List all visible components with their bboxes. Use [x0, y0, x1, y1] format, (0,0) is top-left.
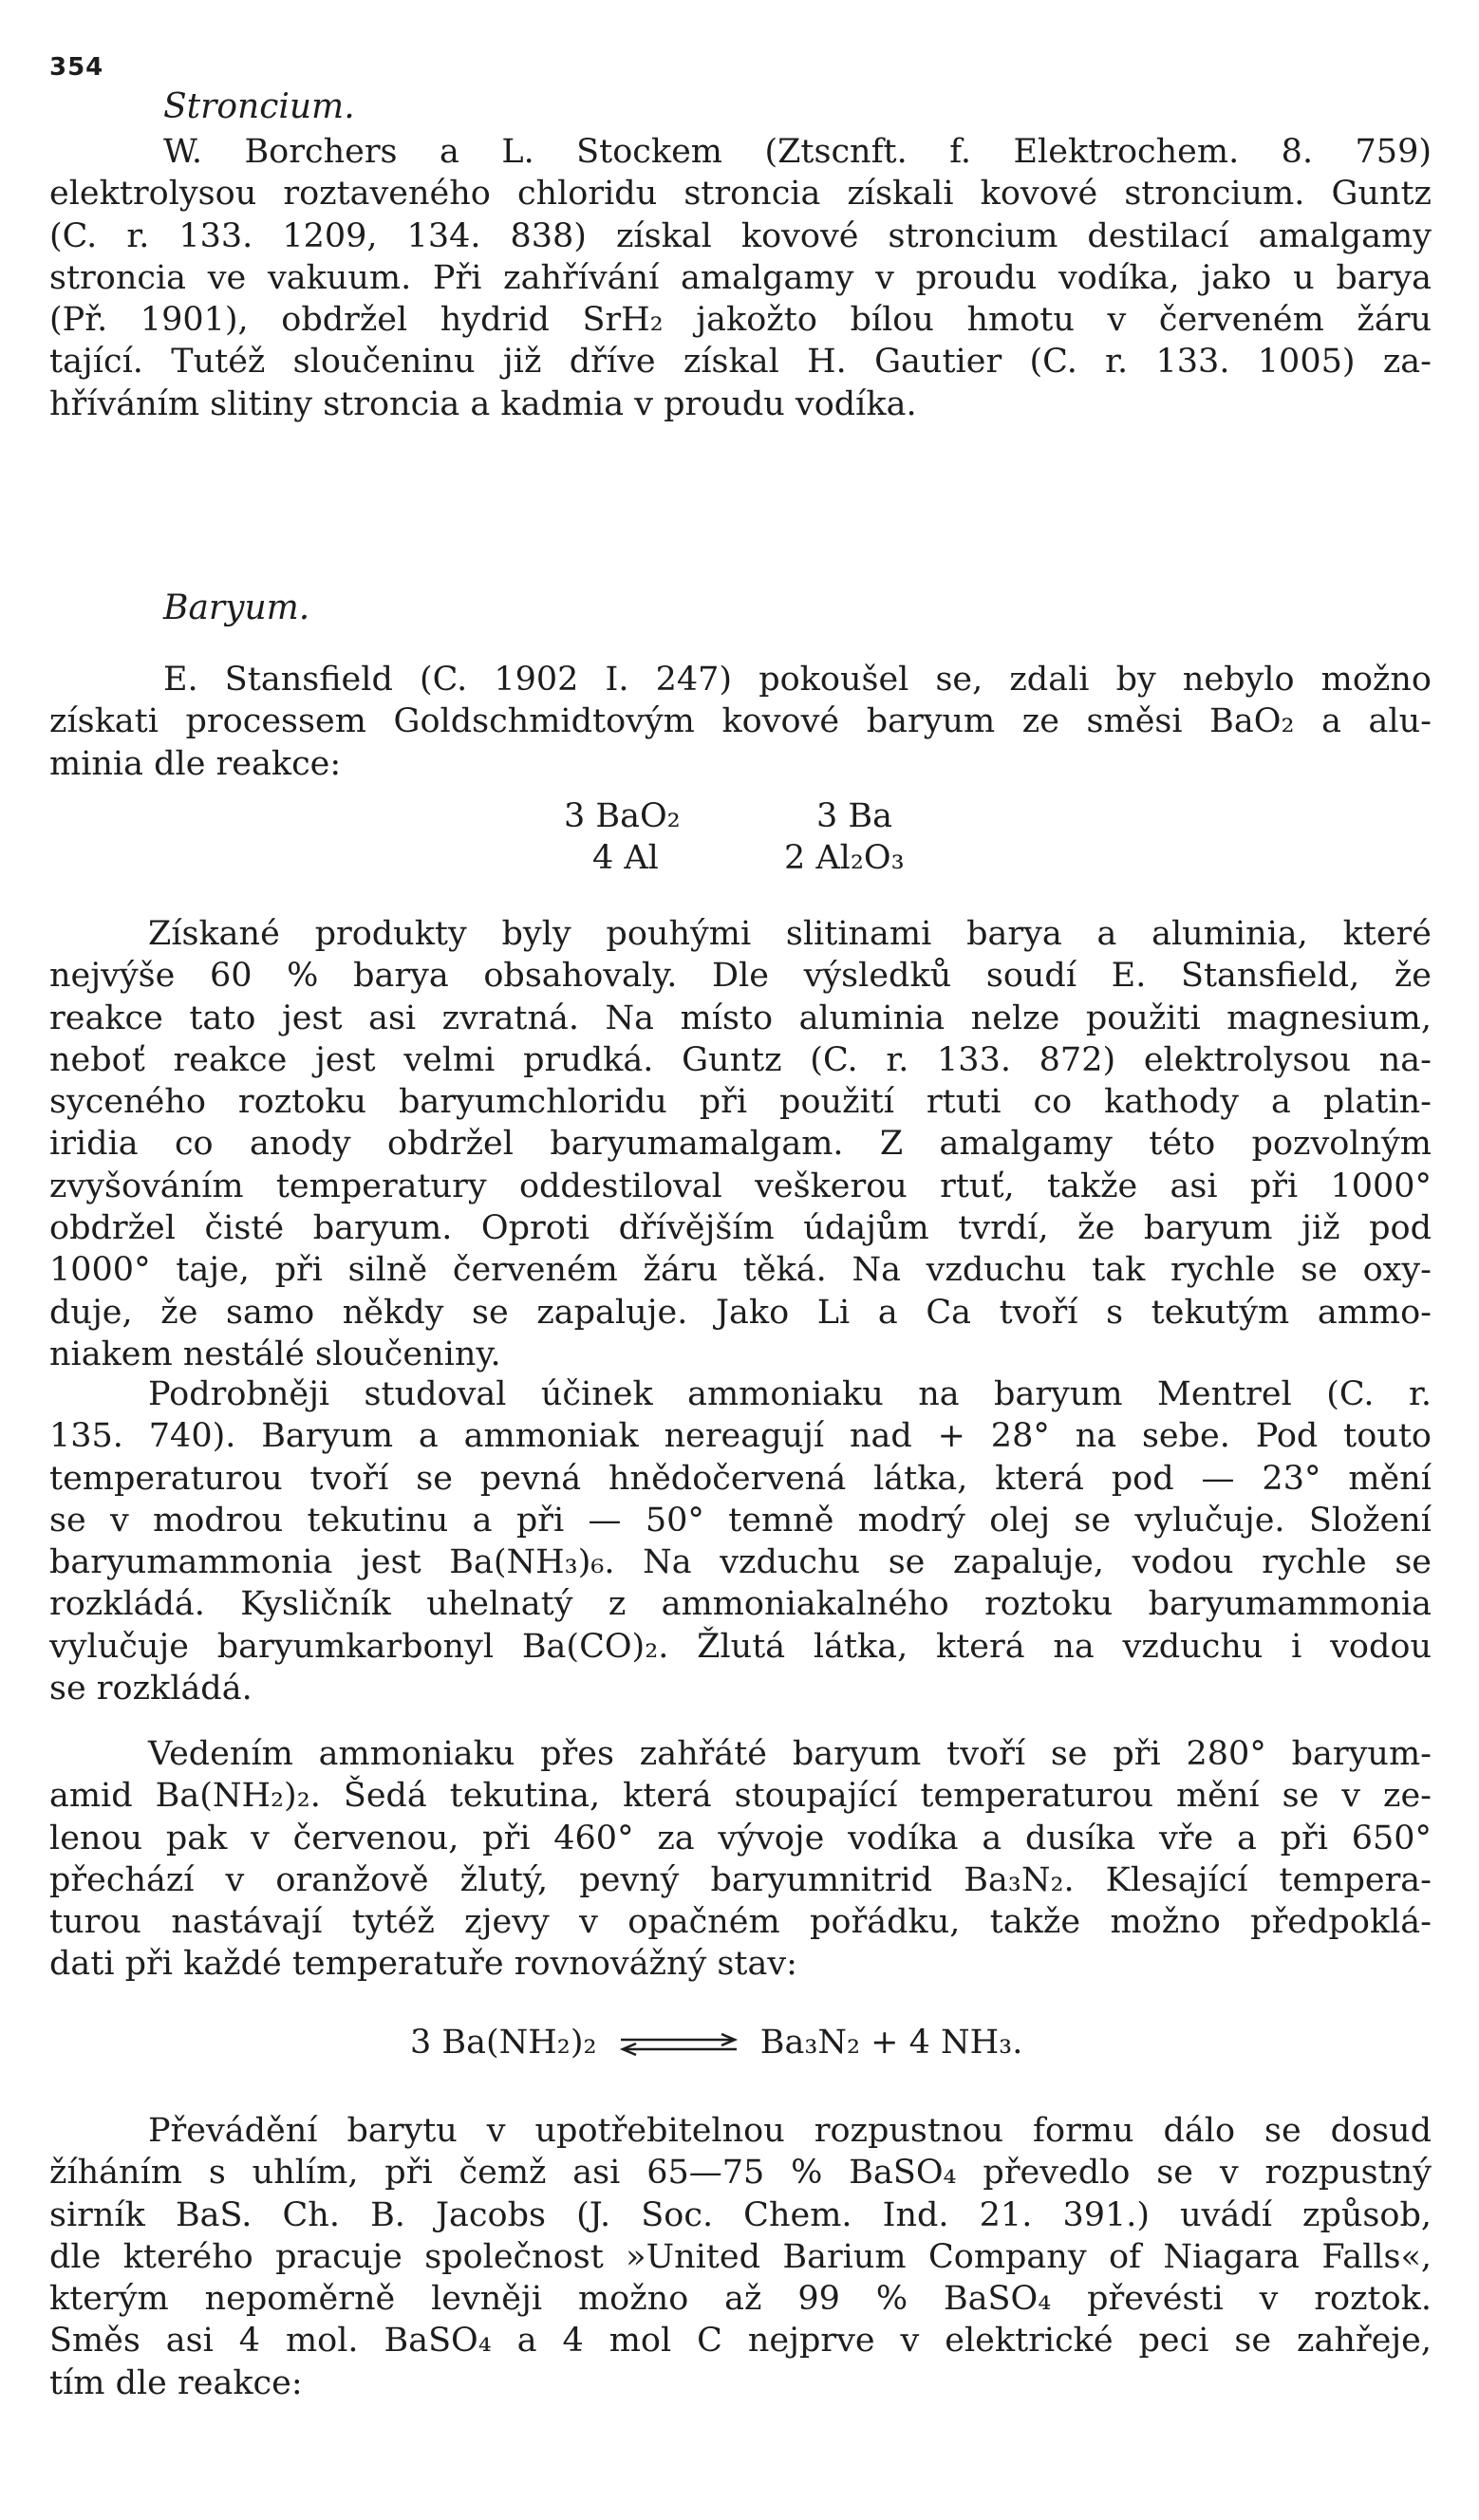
page-number: 354 — [49, 53, 104, 82]
text-line: Směs asi 4 mol. BaSO₄ a 4 mol C nejprve v elektrické peci se zahřeje, — [49, 2322, 1432, 2361]
text-line: 1000° taje, při silně červeném žáru těká. Na vzduchu tak rychle se oxy- — [49, 1251, 1432, 1290]
paragraph-baryumamid — [49, 1733, 1432, 1986]
text-line: turou nastávají tytéž zjevy v opačném pořádku, takže možno předpoklá- — [49, 1903, 1432, 1942]
text-line: Převádění barytu v upotřebitelnou rozpustnou formu dálo se dosud — [148, 2112, 1432, 2150]
equation-right: Ba₃N₂ + 4 NH₃. — [759, 2024, 1023, 2062]
text-line: se rozkládá. — [49, 1670, 253, 1708]
text-line: W. Borchers a L. Stockem (Ztscnft. f. Elektrochem. 8. 759) — [163, 133, 1432, 171]
text-line: nejvýše 60 % barya obsahovaly. Dle výsledků soudí E. Stansfield, že — [49, 957, 1432, 996]
equilibrium-arrows-icon — [617, 2032, 740, 2057]
paragraph-stroncium — [49, 131, 1432, 425]
reactant: 4 Al — [592, 839, 659, 877]
text-line: tím dle reakce: — [49, 2363, 303, 2402]
text-line: rozkládá. Kysličník uhelnatý z ammoniakalného roztoku baryumammonia — [49, 1585, 1432, 1624]
section-title-stroncium: Stroncium. — [163, 87, 355, 126]
text-line: Vedením ammoniaku přes zahřáté baryum tvoří se při 280° baryum- — [148, 1735, 1432, 1773]
text-line: syceného roztoku baryumchloridu při použití rtuti co kathody a platin- — [49, 1083, 1432, 1122]
text-line: přechází v oranžově žlutý, pevný baryumnitrid Ba₃N₂. Klesající tempera- — [49, 1860, 1432, 1899]
text-line: Podrobněji studoval účinek ammoniaku na baryum Mentrel (C. r. — [148, 1375, 1432, 1413]
text-line: dle kterého pracuje společnost »United Barium Company of Niagara Falls«, — [49, 2237, 1432, 2276]
section-title-baryum: Baryum. — [163, 588, 310, 627]
paragraph-baryum-intro — [49, 659, 1432, 785]
text-line: žíháním s uhlím, při čemž asi 65—75 % BaSO₄ převedlo se v rozpustný — [49, 2154, 1432, 2193]
text-line: E. Stansfield (C. 1902 I. 247) pokoušel se, zdali by nebylo možno — [163, 661, 1432, 699]
paragraph-baryt-processing — [49, 2110, 1432, 2404]
text-line: hříváním slitiny stroncia a kadmia v proudu vodíka. — [49, 384, 917, 423]
equilibrium-equation — [410, 2022, 1022, 2063]
text-line: (C. r. 133. 1209, 134. 838) získal kovové stroncium destilací amalgamy — [49, 216, 1432, 255]
text-line: lenou pak v červenou, při 460° za vývoje vodíka a dusíka vře a při 650° — [49, 1819, 1432, 1857]
text-line: kterým nepoměrně levněji možno až 99 % BaSO₄ převésti v roztok. — [49, 2280, 1432, 2319]
text-line: stroncia ve vakuum. Při zahřívání amalgamy v proudu vodíka, jako u barya — [49, 258, 1432, 297]
text-line: niakem nestálé sloučeniny. — [49, 1335, 501, 1373]
text-line: amid Ba(NH₂)₂. Šedá tekutina, která stoupající temperaturou mění se v ze- — [49, 1777, 1432, 1816]
text-line: elektrolysou roztaveného chloridu stroncia získali kovové stroncium. Guntz — [49, 175, 1432, 214]
text-line: Získané produkty byly pouhými slitinami barya a aluminia, které — [148, 915, 1432, 953]
paragraph-baryum-products — [49, 913, 1432, 1375]
paragraph-baryum-ammonia — [49, 1373, 1432, 1709]
text-line: obdržel čisté baryum. Oproti dřívějším údajům tvrdí, že baryum již pod — [49, 1209, 1432, 1248]
text-line: tající. Tutéž sloučeninu již dříve získal H. Gautier (C. r. 133. 1005) za- — [49, 343, 1432, 382]
text-line: reakce tato jest asi zvratná. Na místo aluminia nelze použiti magnesium, — [49, 999, 1432, 1037]
text-line: (Př. 1901), obdržel hydrid SrH₂ jakožto bílou hmotu v červeném žáru — [49, 301, 1432, 340]
text-line: vylučuje baryumkarbonyl Ba(CO)₂. Žlutá látka, která na vzduchu i vodou — [49, 1627, 1432, 1666]
product: 2 Al₂O₃ — [784, 839, 905, 877]
text-line: získati processem Goldschmidtovým kovové baryum ze směsi BaO₂ a alu- — [49, 702, 1432, 741]
reaction-products — [784, 795, 905, 879]
text-line: iridia co anody obdržel baryumamalgam. Z amalgamy této pozvolným — [49, 1125, 1432, 1164]
reaction-reactants — [564, 795, 681, 879]
text-line: baryumammonia jest Ba(NH₃)₆. Na vzduchu se zapaluje, vodou rychle se — [49, 1543, 1432, 1582]
text-line: zvyšováním temperatury oddestiloval veškerou rtuť, takže asi při 1000° — [49, 1167, 1432, 1205]
text-line: neboť reakce jest velmi prudká. Guntz (C. r. 133. 872) elektrolysou na- — [49, 1040, 1432, 1079]
text-line: 135. 740). Baryum a ammoniak nereagují nad + 28° na sebe. Pod touto — [49, 1417, 1432, 1456]
text-line: se v modrou tekutinu a při — 50° temně modrý olej se vylučuje. Složení — [49, 1501, 1432, 1540]
reactant: 3 BaO₂ — [564, 797, 681, 835]
text-line: duje, že samo někdy se zapaluje. Jako Li a Ca tvoří s tekutým ammo- — [49, 1293, 1432, 1332]
text-line: temperaturou tvoří se pevná hnědočervená látka, která pod — 23° mění — [49, 1459, 1432, 1498]
text-line: minia dle reakce: — [49, 744, 342, 783]
equation-left: 3 Ba(NH₂)₂ — [410, 2024, 597, 2062]
text-line: sirník BaS. Ch. B. Jacobs (J. Soc. Chem. Ind. 21. 391.) uvádí způsob, — [49, 2195, 1432, 2234]
product: 3 Ba — [816, 797, 892, 835]
text-line: dati při každé temperatuře rovnovážný stav: — [49, 1945, 797, 1984]
